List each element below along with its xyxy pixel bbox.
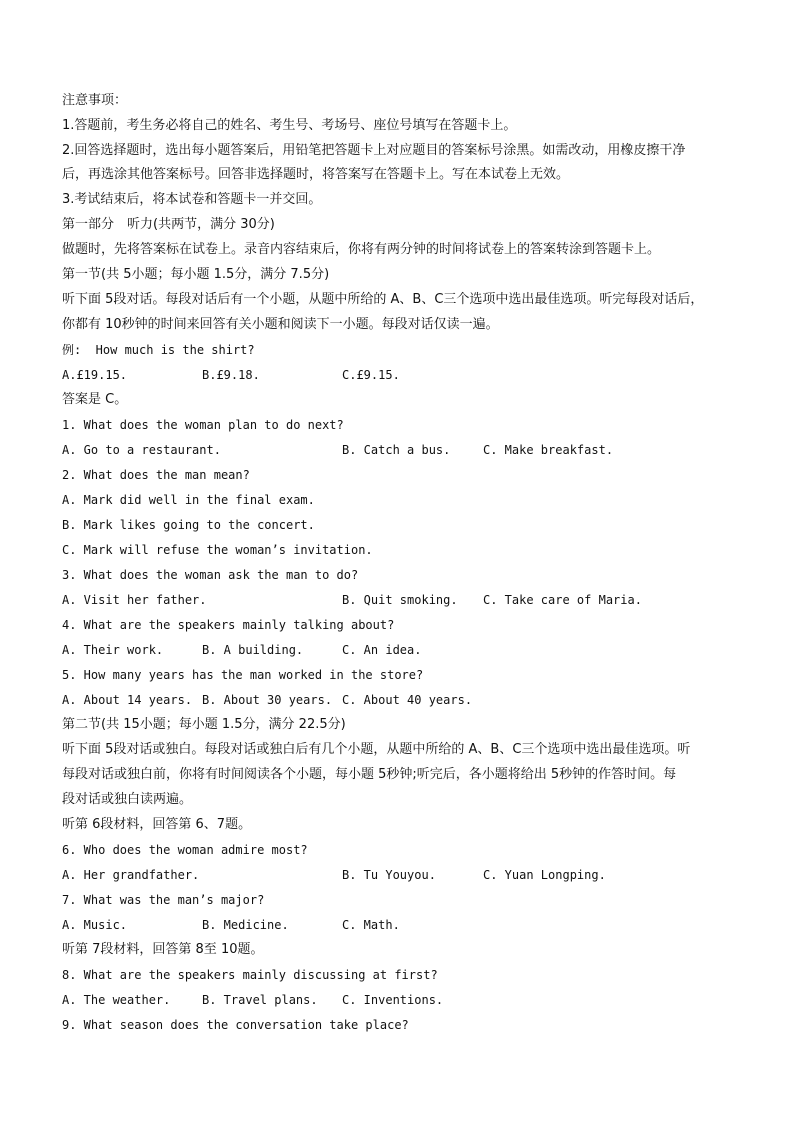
option-b: B. Medicine. — [202, 918, 289, 932]
option-c: C. Take care of Maria. — [483, 593, 642, 607]
question-stem: 3. What does the woman ask the man to do? — [62, 568, 359, 582]
part1-heading: 第一部分 听力(共两节，满分 30分) — [62, 217, 275, 232]
option-b: B. A building. — [202, 643, 304, 657]
question-options — [62, 691, 742, 709]
option-c: C.£9.15. — [342, 368, 400, 382]
question-options — [62, 591, 742, 609]
option-a: A. Their work. — [62, 643, 164, 657]
question-stem: 1. What does the woman plan to do next? — [62, 418, 344, 432]
option-b: B. Tu Youyou. — [342, 868, 436, 882]
question-options — [62, 916, 742, 934]
question-options — [62, 991, 742, 1009]
option-a: A.£19.15. — [62, 368, 128, 382]
option-b: B. Travel plans. — [202, 993, 318, 1007]
option-c: C. Math. — [342, 918, 400, 932]
question-stem: 9. What season does the conversation take place? — [62, 1018, 409, 1032]
question-stem: 6. Who does the woman admire most? — [62, 843, 308, 857]
option-a: A. About 14 years. — [62, 693, 193, 707]
option-b: B. Catch a bus. — [342, 443, 451, 457]
option-c: C. Make breakfast. — [483, 443, 614, 457]
section2-heading: 第二节(共 15小题；每小题 1.5分，满分 22.5分) — [62, 717, 346, 732]
option-a: A. Her grandfather. — [62, 868, 200, 882]
option-b: B.£9.18. — [202, 368, 260, 382]
section1-heading: 第一节(共 5小题；每小题 1.5分，满分 7.5分) — [62, 267, 330, 282]
option-b: B. Mark likes going to the concert. — [62, 518, 315, 532]
section2-instruction-2: 每段对话或独白前，你将有时间阅读各个小题，每小题 5秒钟;听完后，各小题将给出 5秒钟的作答时间。每 — [62, 767, 677, 782]
option-a: A. Music. — [62, 918, 128, 932]
option-c: C. Inventions. — [342, 993, 444, 1007]
notice-title: 注意事项： — [62, 93, 128, 108]
question-options — [62, 866, 742, 884]
option-a: A. Mark did well in the final exam. — [62, 493, 315, 507]
part1-instruction: 做题时，先将答案标在试卷上。录音内容结束后，你将有两分钟的时间将试卷上的答案转涂到答题卡上。 — [62, 242, 661, 257]
option-b: B. Quit smoking. — [342, 593, 458, 607]
section2-instruction-3: 段对话或独白读两遍。 — [62, 792, 193, 807]
section2-instruction-1: 听下面 5段对话或独白。每段对话或独白后有几个小题，从题中所给的 A、B、C三个选项中选出最佳选项。听 — [62, 742, 691, 757]
notice-item-2: 2.回答选择题时，选出每小题答案后，用铅笔把答题卡上对应题目的答案标号涂黑。如需改动，用橡皮擦干净 — [62, 143, 686, 158]
question-stem: 4. What are the speakers mainly talking about? — [62, 618, 395, 632]
option-a: A. Go to a restaurant. — [62, 443, 221, 457]
option-c: C. Yuan Longping. — [483, 868, 606, 882]
question-stem: 5. How many years has the man worked in the store? — [62, 668, 424, 682]
option-c: C. Mark will refuse the woman’s invitation. — [62, 543, 373, 557]
material-6-label: 听第 6段材料，回答第 6、7题。 — [62, 817, 252, 832]
material-7-label: 听第 7段材料，回答第 8至 10题。 — [62, 942, 264, 957]
example-options — [62, 366, 742, 384]
question-stem: 2. What does the man mean? — [62, 468, 250, 482]
notice-item-1: 1.答题前，考生务必将自己的姓名、考生号、考场号、座位号填写在答题卡上。 — [62, 118, 517, 133]
notice-item-3: 3.考试结束后，将本试卷和答题卡一并交回。 — [62, 192, 322, 207]
example-answer: 答案是 C。 — [62, 392, 128, 407]
question-options — [62, 641, 742, 659]
section1-instruction-2: 你都有 10秒钟的时间来回答有关小题和阅读下一小题。每段对话仅读一遍。 — [62, 317, 499, 332]
question-options — [62, 441, 742, 459]
section1-instruction-1: 听下面 5段对话。每段对话后有一个小题，从题中所给的 A、B、C三个选项中选出最佳选项。听完每段对话后， — [62, 292, 704, 307]
question-stem: 8. What are the speakers mainly discussing at first? — [62, 968, 438, 982]
option-a: A. Visit her father. — [62, 593, 207, 607]
notice-item-2-cont: 后，再选涂其他答案标号。回答非选择题时，将答案写在答题卡上。写在本试卷上无效。 — [62, 167, 570, 182]
question-stem: 7. What was the man’s major? — [62, 893, 265, 907]
option-c: C. An idea. — [342, 643, 422, 657]
example-question: 例: How much is the shirt? — [62, 343, 255, 357]
option-c: C. About 40 years. — [342, 693, 473, 707]
option-a: A. The weather. — [62, 993, 171, 1007]
option-b: B. About 30 years. — [202, 693, 333, 707]
